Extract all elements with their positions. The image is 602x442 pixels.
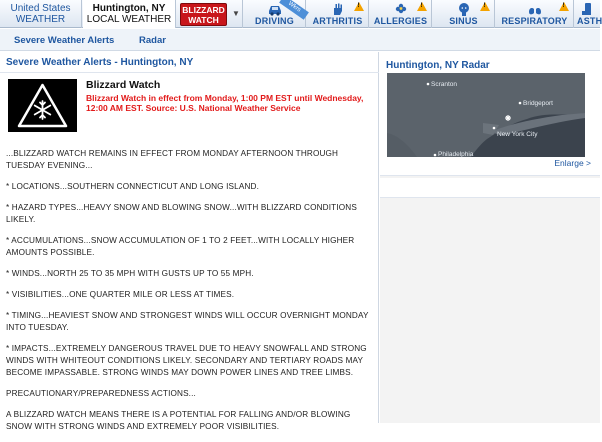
warning-icon — [417, 2, 427, 11]
radar-map[interactable] — [387, 73, 585, 157]
head-icon — [456, 2, 472, 16]
alert-paragraph: * HAZARD TYPES...HEAVY SNOW AND BLOWING SNOW...WITH BLIZZARD CONDITIONS LIKELY. — [6, 203, 357, 224]
alert-description: Blizzard Watch in effect from Monday, 1:00 PM EST until Wednesday, 12:00 AM EST. Source: U.S. National Weather Service — [86, 93, 364, 113]
alert-paragraph: * VISIBILITIES...ONE QUARTER MILE OR LESS AT TIMES. — [6, 290, 235, 299]
inhaler-icon — [580, 2, 596, 16]
tab-sinus-label: SINUS — [449, 16, 478, 26]
alert-body — [6, 148, 372, 442]
alert-paragraph: * WINDS...NORTH 25 TO 35 MPH WITH GUSTS UP TO 55 MPH. — [6, 269, 254, 278]
divider — [0, 72, 379, 73]
alert-paragraph: * ACCUMULATIONS...SNOW ACCUMULATION OF 1 TO 2 FEET...WITH LOCALLY HIGHER AMOUNTS POSSIBLE. — [6, 236, 355, 257]
ribbon-badge: Wkrs — [279, 0, 309, 20]
alert-title: Blizzard Watch — [86, 79, 161, 91]
right-sidebar — [380, 52, 600, 423]
blizzard-badge-line1: BLIZZARD — [182, 5, 225, 15]
tab-arthritis-label: ARTHRITIS — [312, 16, 363, 26]
tab-asthma-label: ASTH — [577, 16, 602, 26]
radar-panel — [380, 52, 600, 176]
tab-allergies-label: ALLERGIES — [373, 16, 428, 26]
tab-respiratory[interactable] — [496, 0, 574, 28]
tab-driving[interactable] — [244, 0, 306, 28]
us-weather-tab[interactable] — [0, 0, 82, 28]
page-title: Severe Weather Alerts - Huntington, NY — [6, 57, 194, 68]
warning-icon — [354, 2, 364, 11]
us-weather-line1: United States — [10, 3, 71, 14]
alert-paragraph: PRECAUTIONARY/PREPAREDNESS ACTIONS... — [6, 389, 196, 398]
local-weather-tab[interactable] — [83, 0, 176, 28]
subnav-radar-link[interactable]: Radar — [139, 35, 166, 46]
us-weather-line2: WEATHER — [15, 14, 66, 25]
lungs-icon — [527, 2, 543, 16]
sidebar-empty-panel — [380, 178, 600, 198]
alert-paragraph: ...BLIZZARD WATCH REMAINS IN EFFECT FROM MONDAY AFTERNOON THROUGH TUESDAY EVENING... — [6, 149, 339, 170]
main-content — [0, 52, 379, 431]
city-label: Bridgeport — [523, 100, 553, 107]
city-label: New York City — [497, 131, 538, 138]
tab-asthma[interactable] — [575, 0, 600, 28]
local-city: Huntington, NY — [92, 3, 166, 14]
alert-paragraph: * TIMING...HEAVIEST SNOW AND STRONGEST WINDS WILL OCCUR OVERNIGHT MONDAY INTO TUESDAY. — [6, 311, 369, 332]
subnav-severe-alerts-link[interactable]: Severe Weather Alerts — [14, 35, 115, 46]
alert-paragraph: A BLIZZARD WATCH MEANS THERE IS A POTENTIAL FOR FALLING AND/OR BLOWING SNOW WITH STRONG WINDS AND EXTREMELY POOR VISIBILITIES. — [6, 410, 351, 431]
tab-allergies[interactable] — [370, 0, 432, 28]
tab-arthritis[interactable] — [307, 0, 369, 28]
car-icon — [267, 2, 283, 16]
hand-icon — [330, 2, 346, 16]
local-weather-label: LOCAL WEATHER — [86, 14, 172, 25]
radar-title: Huntington, NY Radar — [386, 60, 490, 71]
flower-icon — [393, 2, 409, 16]
enlarge-radar-link[interactable]: Enlarge > — [554, 158, 591, 168]
blizzard-watch-badge[interactable] — [180, 3, 227, 26]
sub-nav — [0, 29, 600, 51]
warning-icon — [480, 2, 490, 11]
alert-paragraph: * IMPACTS...EXTREMELY DANGEROUS TRAVEL DUE TO HEAVY SNOWFALL AND STRONG WINDS WITH WHITEOUT CONDITIONS LIKELY. SECONDARY AND TERTIARY ROADS MAY BECOME IMPASSABLE. STRONG WINDS MAY DOWN POWER LINES AND TREE LIMBS. — [6, 344, 367, 377]
warning-icon — [559, 2, 569, 11]
tab-respiratory-label: RESPIRATORY — [501, 16, 568, 26]
tab-driving-label: DRIVING — [255, 16, 294, 26]
snowflake-warning-icon — [8, 79, 77, 132]
top-nav — [0, 0, 600, 28]
city-label: Scranton — [431, 81, 458, 88]
blizzard-badge-line2: WATCH — [188, 15, 219, 25]
tab-sinus[interactable] — [433, 0, 495, 28]
alert-paragraph: * LOCATIONS...SOUTHERN CONNECTICUT AND LONG ISLAND. — [6, 182, 260, 191]
city-label: Philadelphia — [438, 151, 474, 158]
chevron-down-icon[interactable]: ▼ — [230, 0, 243, 28]
